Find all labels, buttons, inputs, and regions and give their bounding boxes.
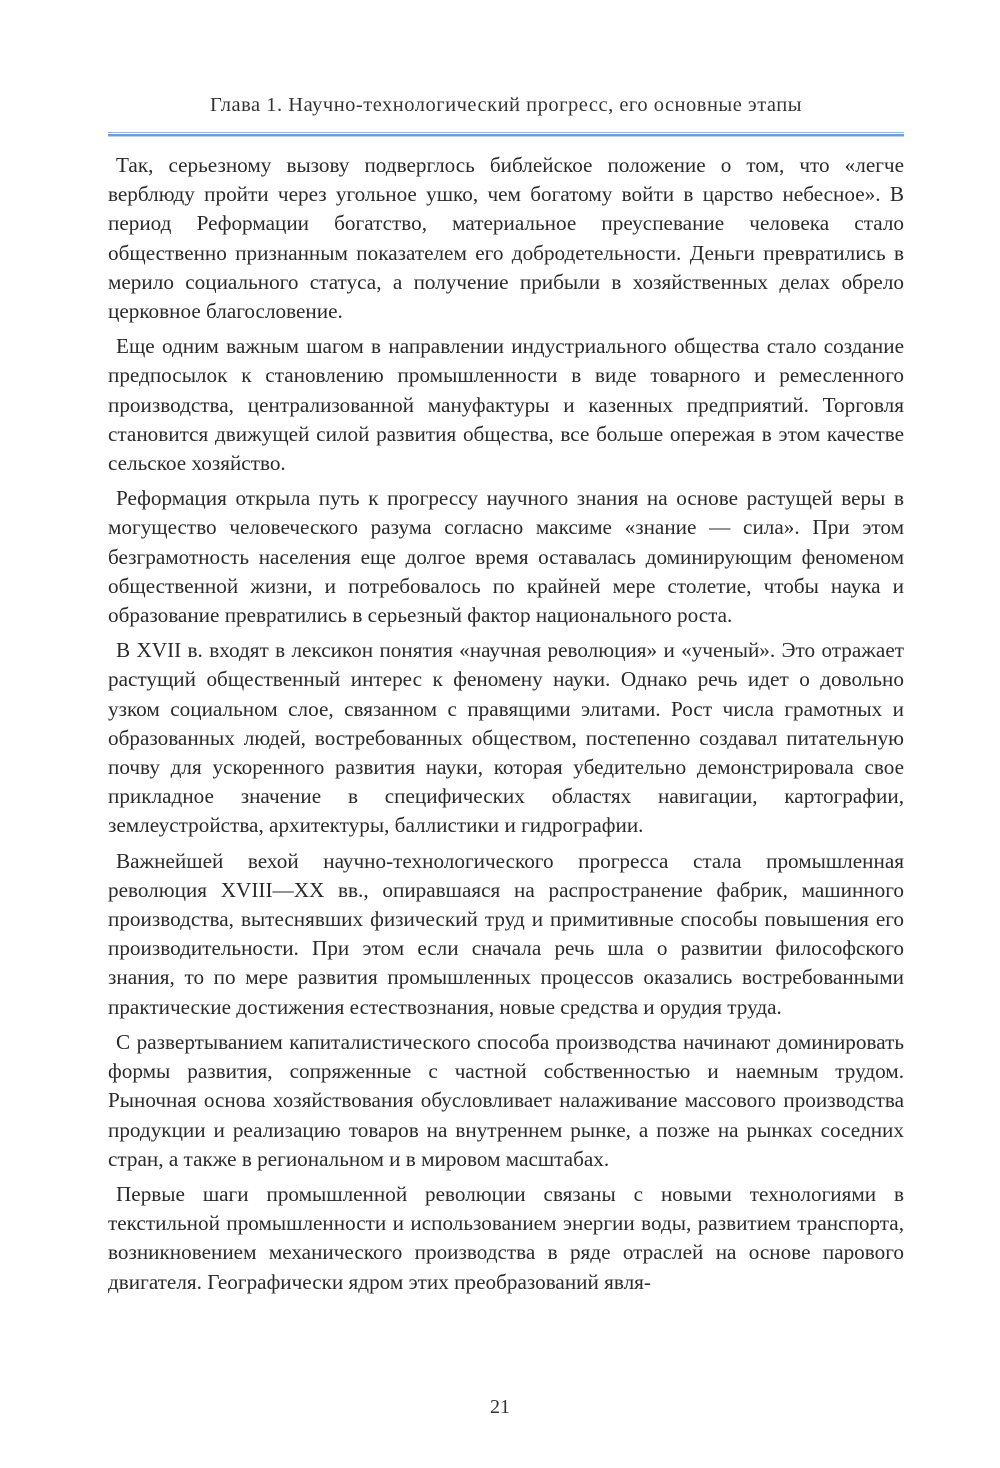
paragraph: Еще одним важным шагом в направлении индустриального общества стало создание предпосылок к становлению промышленности в виде товарного и ремесленного производства, централизованной мануфактуры и казенных предприятий. Торговля становится движущей силой развития общества, все больше опережая в этом качестве сельское хозяйство. (108, 334, 904, 476)
body-text (108, 151, 904, 1303)
page-number: 21 (490, 1396, 510, 1418)
running-header: Глава 1. Научно-технологический прогресс, его основные этапы (210, 94, 802, 116)
paragraph: Первые шаги промышленной революции связаны с новыми технологиями в текстильной промышленности и использованием энергии воды, развитием транспорта, возникновением механического производства в ряде отраслей на основе парового двигателя. Географически ядром этих преобразований явля- (108, 1181, 904, 1294)
header-rule (108, 132, 904, 137)
paragraph: Реформация открыла путь к прогрессу научного знания на основе растущей веры в могущество человеческого разума согласно максиме «знание — сила». При этом безграмотность населения еще долгое время оставалась доминирующим феноменом общественной жизни, и потребовалось по крайней мере столетие, чтобы наука и образование превратились в серьезный фактор национального роста. (108, 486, 904, 628)
paragraph: В XVII в. входят в лексикон понятия «научная революция» и «ученый». Это отражает растущий общественный интерес к феномену науки. Однако речь идет о довольно узком социальном слое, связанном с правящими элитами. Рост числа грамотных и образованных людей, востребованных обществом, постепенно создавал питательную почву для ускоренного развития науки, которая убедительно демонстрировала свое прикладное значение в специфических областях навигации, картографии, землеустройства, архитектуры, баллистики и гидрографии. (108, 638, 904, 838)
paragraph: С развертыванием капиталистического способа производства начинают доминировать формы развития, сопряженные с частной собственностью и наемным трудом. Рыночная основа хозяйствования обусловливает налаживание массового производства продукции и реализацию товаров на внутреннем рынке, а позже на рынках соседних стран, а также в региональном и в мировом масштабах. (108, 1029, 904, 1171)
paragraph: Важнейшей вехой научно-технологического прогресса стала промышленная революция XVIII—XX вв., опиравшаяся на распространение фабрик, машинного производства, вытеснявших физический труд и примитивные способы повышения его производительности. При этом если сначала речь шла о развитии философского знания, то по мере развития промышленных процессов оказались востребованными практические достижения естествознания, новые средства и орудия труда. (108, 848, 904, 1019)
paragraph: Так, серьезному вызову подверглось библейское положение о том, что «легче верблюду пройти через угольное ушко, чем богатому войти в царство небесное». В период Реформации богатство, материальное преуспевание человека стало общественно признанным показателем его добродетельности. Деньги превратились в мерило социального статуса, а получение прибыли в хозяйственных делах обрело церковное благословение. (108, 153, 904, 324)
